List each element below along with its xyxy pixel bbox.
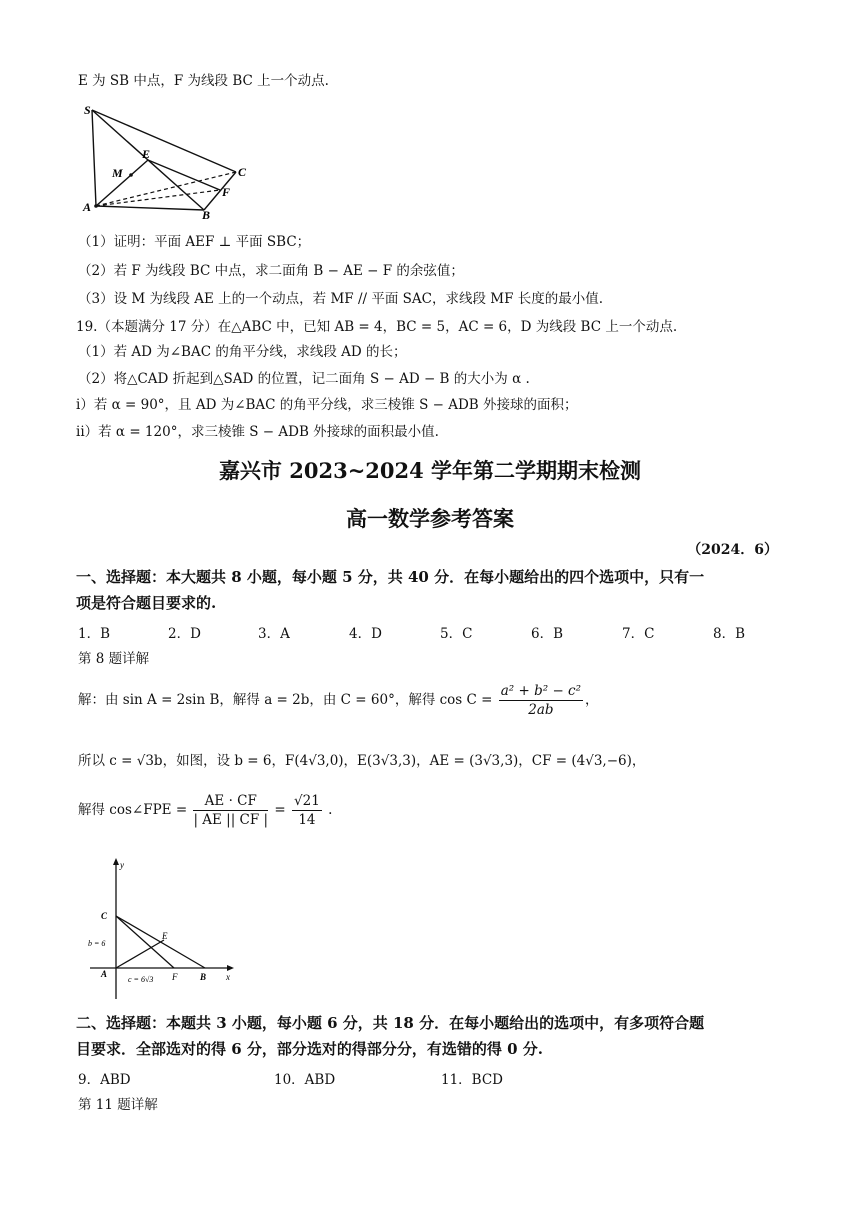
answer-2: 2．D bbox=[168, 626, 201, 642]
answer-3: 3．A bbox=[258, 626, 290, 642]
answer-8: 8．B bbox=[713, 626, 746, 642]
answer-10: 10．ABD bbox=[274, 1072, 336, 1088]
q18-part1: （1）证明：平面 AEF ⊥ 平面 SBC； bbox=[78, 234, 311, 250]
answer-7: 7．C bbox=[622, 626, 655, 642]
detail-q8-label: 第 8 题详解 bbox=[78, 651, 150, 667]
answer-4: 4．D bbox=[349, 626, 382, 642]
point-F: F bbox=[172, 972, 178, 982]
solution8-line1: 解：由 sin A = 2sin B，解得 a = 2b，由 C = 60°，解得 cos C = $\frac{\text{a² + b² − c²}}{2ab}$ ， bbox=[78, 683, 599, 718]
answer-6: 6．B bbox=[531, 626, 564, 642]
vector-fraction bbox=[193, 792, 268, 829]
sol8-text-b: 解得 cos∠FPE = bbox=[78, 802, 188, 818]
cos-fraction bbox=[499, 682, 583, 719]
date-label: （2024．6） bbox=[687, 542, 778, 558]
section2-heading-line2: 目要求．全部选对的得 6 分，部分选对的得部分分，有选错的得 0 分. bbox=[76, 1040, 543, 1058]
vector-denominator: | AE || CF | bbox=[193, 812, 269, 828]
label-M: M bbox=[112, 166, 123, 180]
answer-1: 1．B bbox=[78, 626, 111, 642]
label-A: A bbox=[83, 200, 92, 214]
axis-x: x bbox=[226, 972, 230, 982]
detail-q11-label: 第 11 题详解 bbox=[78, 1097, 158, 1113]
result-numerator: √21 bbox=[294, 793, 320, 809]
label-E: E bbox=[142, 147, 151, 161]
point-A: A bbox=[101, 969, 108, 979]
result-fraction bbox=[292, 792, 322, 829]
cos-denominator: 2ab bbox=[528, 702, 554, 718]
label-c: c = 6√3 bbox=[128, 975, 154, 984]
answer-11: 11．BCD bbox=[441, 1072, 504, 1088]
pyramid-figure bbox=[78, 98, 258, 220]
label-B: B bbox=[202, 208, 211, 220]
coordinate-figure bbox=[86, 856, 246, 1004]
top-line: E 为 SB 中点，F 为线段 BC 上一个动点. bbox=[78, 73, 329, 89]
result-denominator: 14 bbox=[298, 812, 316, 828]
sol8-text-a: 解：由 sin A = 2sin B，解得 a = 2b，由 C = 60°，解得 cos C = bbox=[78, 692, 493, 708]
point-C: C bbox=[101, 911, 108, 921]
answer-5: 5．C bbox=[440, 626, 473, 642]
page-subtitle: 高一数学参考答案 bbox=[346, 506, 514, 531]
page-title: 嘉兴市 2023~2024 学年第二学期期末检测 bbox=[218, 458, 642, 483]
section2-heading-line1: 二、选择题：本题共 3 小题，每小题 6 分，共 18 分．在每小题给出的选项中，有多项符合题 bbox=[76, 1014, 705, 1032]
vector-numerator: AE · CF bbox=[193, 792, 268, 811]
label-b6: b = 6 bbox=[88, 939, 106, 948]
point-B: B bbox=[200, 972, 207, 982]
q19-part-i: i）若 α = 90°，且 AD 为∠BAC 的角平分线，求三棱锥 S − ADB 外接球的面积； bbox=[76, 397, 578, 413]
label-C: C bbox=[238, 165, 247, 179]
equals-sign: = bbox=[274, 802, 286, 818]
label-F: F bbox=[222, 185, 231, 199]
q19-stem: 19.（本题满分 17 分）在△ABC 中，已知 AB = 4，BC = 5，AC = 6，D 为线段 BC 上一个动点. bbox=[76, 319, 678, 335]
solution8-line3 bbox=[78, 792, 332, 840]
answer-9: 9．ABD bbox=[78, 1072, 131, 1088]
q18-part2: （2）若 F 为线段 BC 中点，求二面角 B − AE − F 的余弦值； bbox=[78, 263, 464, 279]
point-E: E bbox=[162, 931, 168, 941]
q19-part2: （2）将△CAD 折起到△SAD 的位置，记二面角 S − AD − B 的大小为 α . bbox=[78, 371, 530, 387]
period: . bbox=[328, 802, 333, 818]
cos-numerator: a² + b² − c² bbox=[500, 683, 582, 699]
q19-part1: （1）若 AD 为∠BAC 的角平分线，求线段 AD 的长； bbox=[78, 344, 407, 360]
axis-y: y bbox=[120, 860, 124, 870]
section1-heading-line2: 项是符合题目要求的. bbox=[76, 594, 217, 612]
solution8-line2: 所以 c = √3b，如图，设 b = 6，F(4√3,0)，E(3√3,3)，AE = (3√3,3)，CF = (4√3,−6)， bbox=[78, 753, 646, 769]
q19-part-ii: ii）若 α = 120°，求三棱锥 S − ADB 外接球的面积最小值. bbox=[76, 424, 439, 440]
section1-heading-line1: 一、选择题：本大题共 8 小题，每小题 5 分，共 40 分．在每小题给出的四个选项中，只有一 bbox=[76, 568, 705, 586]
q18-part3: （3）设 M 为线段 AE 上的一个动点，若 MF // 平面 SAC，求线段 MF 长度的最小值. bbox=[78, 291, 604, 307]
label-S: S bbox=[84, 103, 91, 117]
